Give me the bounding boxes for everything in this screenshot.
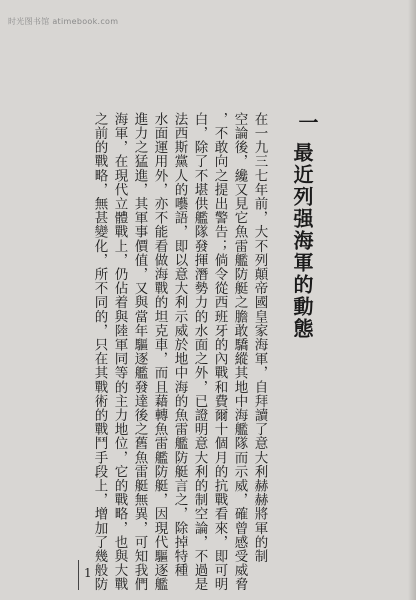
text-column-1: 在一九三七年前，大不列顛帝國皇家海軍，自拜讀了意大利赫赫將軍的制 — [251, 112, 268, 564]
chapter-title: 最近列强海軍的動態 — [290, 142, 314, 340]
page-edge-shadow — [408, 0, 416, 600]
text-column-9: 之前的戰略，無甚變化，所不同的，只在其戰術的戰鬥手段上，增加了幾般防 — [91, 112, 108, 592]
chapter-number: 一 — [295, 112, 319, 132]
watermark-text: 时光图书馆 atimebook.com — [8, 17, 119, 26]
text-column-7: 進力之猛進，其軍事價值，又與當年驅逐艦發達後之舊魚雷艇無異，可知我們 — [131, 112, 148, 592]
page-number-rule — [78, 560, 79, 590]
text-column-6: 水面運用外，亦不能看做海戰的坦克車，而且藉轉魚雷艦防艇，因現代驅逐艦 — [151, 112, 168, 592]
text-column-5: 法西斯黨人的囈語，即以意大利示威於地中海的魚雷艦防艇言之，除掉特種 — [171, 112, 188, 578]
text-column-3: ，不敢向之提出警告；倘令從西班牙的內戰和費爾十個月的抗戰看來，即可明 — [211, 112, 228, 592]
page-number: 1 — [84, 566, 92, 580]
text-column-8: 海軍，在現代立體戰上，仍佔着與陸軍同等的主力地位，它的戰略，也與大戰 — [111, 112, 128, 592]
text-column-2: 空論後，纔又見它魚雷艦防艇之膽敢驕縱其地中海艦隊而示威，確曾感受威脅 — [231, 112, 248, 592]
text-column-4: 白，除了不堪供艦隊發揮潛勢力的水面之外，已證明意大利的制空論，不過是 — [191, 112, 208, 592]
